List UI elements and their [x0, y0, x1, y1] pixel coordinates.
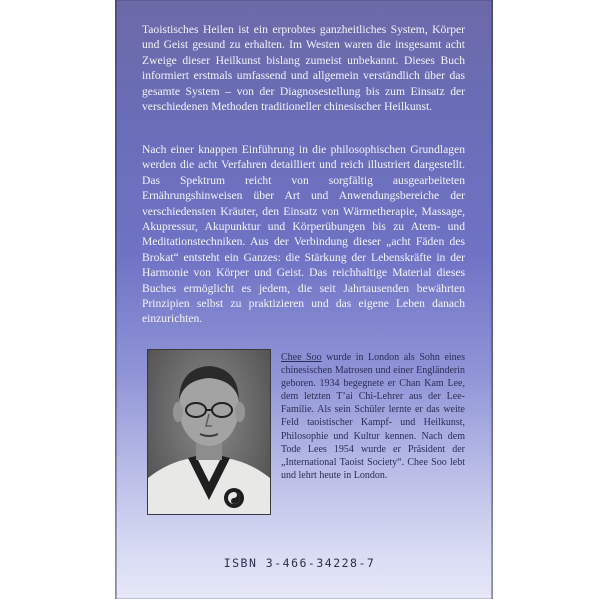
author-bio — [281, 351, 465, 482]
author-bio-text: wurde in London als Sohn eines chinesischen Matrosen und einer Engländerin geboren. 1934 begegnete er Chan Kam Lee, dem letzten T’ai Chi-Lehrer aus der Lee- Familie. Als sein Schüler lernte er das weite Feld taoistischer Kampf- und Heilkunst, Philosophie und Kultur kennen. Nach dem Tode Lees 1954 wurde er Präsident der „International Taoist Society“. Chee Soo lebt und lehrt heute in London. — [281, 352, 466, 481]
blurb-paragraph-1: Taoistisches Heilen ist ein erprobtes ganzheitliches System, Körper und Geist gesund zu erhalten. Im Westen waren die insgesamt acht Zweige dieser Heilkunst bislang zumeist unbekannt. Dieses Buch informiert erstmals umfassend und allgemein verständlich über das gesamte System – von der Diagnosestellung bis zum Einsatz der verschiedenen Methoden traditioneller chinesischer Heilkunst. — [142, 23, 465, 114]
isbn-number: ISBN 3-466-34228-7 — [223, 556, 376, 570]
author-portrait-drawing — [148, 350, 270, 514]
cover-left-edge — [115, 0, 117, 599]
author-photo — [147, 349, 271, 515]
blurb-paragraph-2: Nach einer knappen Einführung in die philosophischen Grundlagen werden die acht Verfahren detailliert und reich illustriert dargestellt. Das Spektrum reicht von sorgfältig ausgearbeiteten Ernährungshinweisen über Art und Anwendungsbereiche der verschiedensten Kräuter, den Einsatz von Wärmetherapie, Massage, Akupressur, Akupunktur und Körperübungen bis zu Atem- und Meditationstechniken. Aus der Verbindung dieser „acht Fäden des Brokat“ entsteht ein Ganzes: die Stärkung der Lebenskräfte in der Harmonie von Körper und Geist. Das reichhaltige Material dieses Buches ermöglicht es jedem, die seit Jahrtausenden bewährten Prinzipien selbst zu praktizieren und das eigene Leben danach einzurichten. — [142, 143, 465, 326]
author-name: Chee Soo — [281, 352, 322, 363]
cover-right-edge — [491, 0, 493, 599]
